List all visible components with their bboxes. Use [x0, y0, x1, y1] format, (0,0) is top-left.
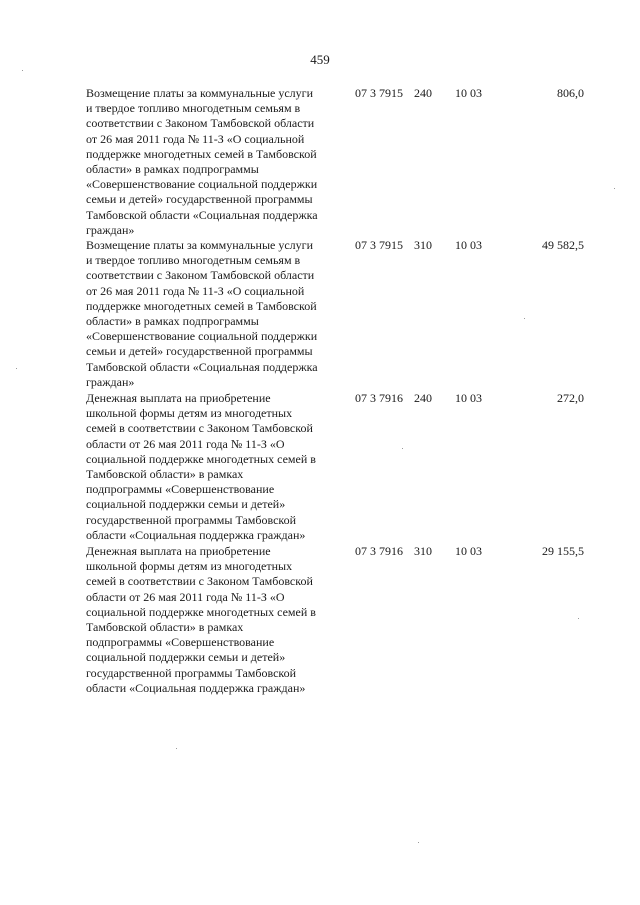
row-target-article: 07 3 7916 [355, 544, 403, 558]
row-expense-type: 310 [414, 544, 432, 558]
scan-speck [614, 188, 615, 189]
row-amount: 29 155,5 [542, 544, 584, 558]
row-expense-type: 240 [414, 86, 432, 100]
row-target-article: 07 3 7915 [355, 86, 403, 100]
row-section: 10 03 [455, 238, 482, 252]
row-description: Денежная выплата на приобретение школьной формы детям из многодетных семей в соответствии с Законом Тамбовской области от 26 мая 2011 года № 11-З «О социальной поддержке многодетных семей в Тамбовской области» в рамках подпрограммы «Совершенствование социальной поддержки семьи и детей» государственной программы Тамбовской области «Социальная поддержка граждан» [86, 544, 316, 695]
row-expense-type: 240 [414, 391, 432, 405]
scan-speck [524, 318, 525, 319]
row-amount: 806,0 [557, 86, 584, 100]
row-section: 10 03 [455, 86, 482, 100]
row-amount: 49 582,5 [542, 238, 584, 252]
row-description: Возмещение платы за коммунальные услуги и твердое топливо многодетным семьям в соответствии с Законом Тамбовской области от 26 мая 2011 года № 11-З «О социальной поддержке многодетных семей в Тамбовской области» в рамках подпрограммы «Совершенствование социальной поддержки семьи и детей» государственной программы Тамбовской области «Социальная поддержка граждан» [86, 86, 318, 237]
row-expense-type: 310 [414, 238, 432, 252]
scan-speck [16, 368, 17, 369]
row-section: 10 03 [455, 544, 482, 558]
row-target-article: 07 3 7915 [355, 238, 403, 252]
scan-speck [22, 70, 23, 71]
page-number: 459 [310, 52, 330, 67]
row-description: Возмещение платы за коммунальные услуги и твердое топливо многодетным семьям в соответствии с Законом Тамбовской области от 26 мая 2011 года № 11-З «О социальной поддержке многодетных семей в Тамбовской области» в рамках подпрограммы «Совершенствование социальной поддержки семьи и детей» государственной программы Тамбовской области «Социальная поддержка граждан» [86, 238, 318, 389]
row-description: Денежная выплата на приобретение школьной формы детям из многодетных семей в соответствии с Законом Тамбовской области от 26 мая 2011 года № 11-З «О социальной поддержке многодетных семей в Тамбовской области» в рамках подпрограммы «Совершенствование социальной поддержки семьи и детей» государственной программы Тамбовской области «Социальная поддержка граждан» [86, 391, 316, 542]
scan-speck [418, 842, 419, 843]
scan-speck [578, 618, 579, 619]
row-target-article: 07 3 7916 [355, 391, 403, 405]
row-amount: 272,0 [557, 391, 584, 405]
row-section: 10 03 [455, 391, 482, 405]
scan-speck [176, 748, 177, 749]
scan-speck [402, 448, 403, 449]
